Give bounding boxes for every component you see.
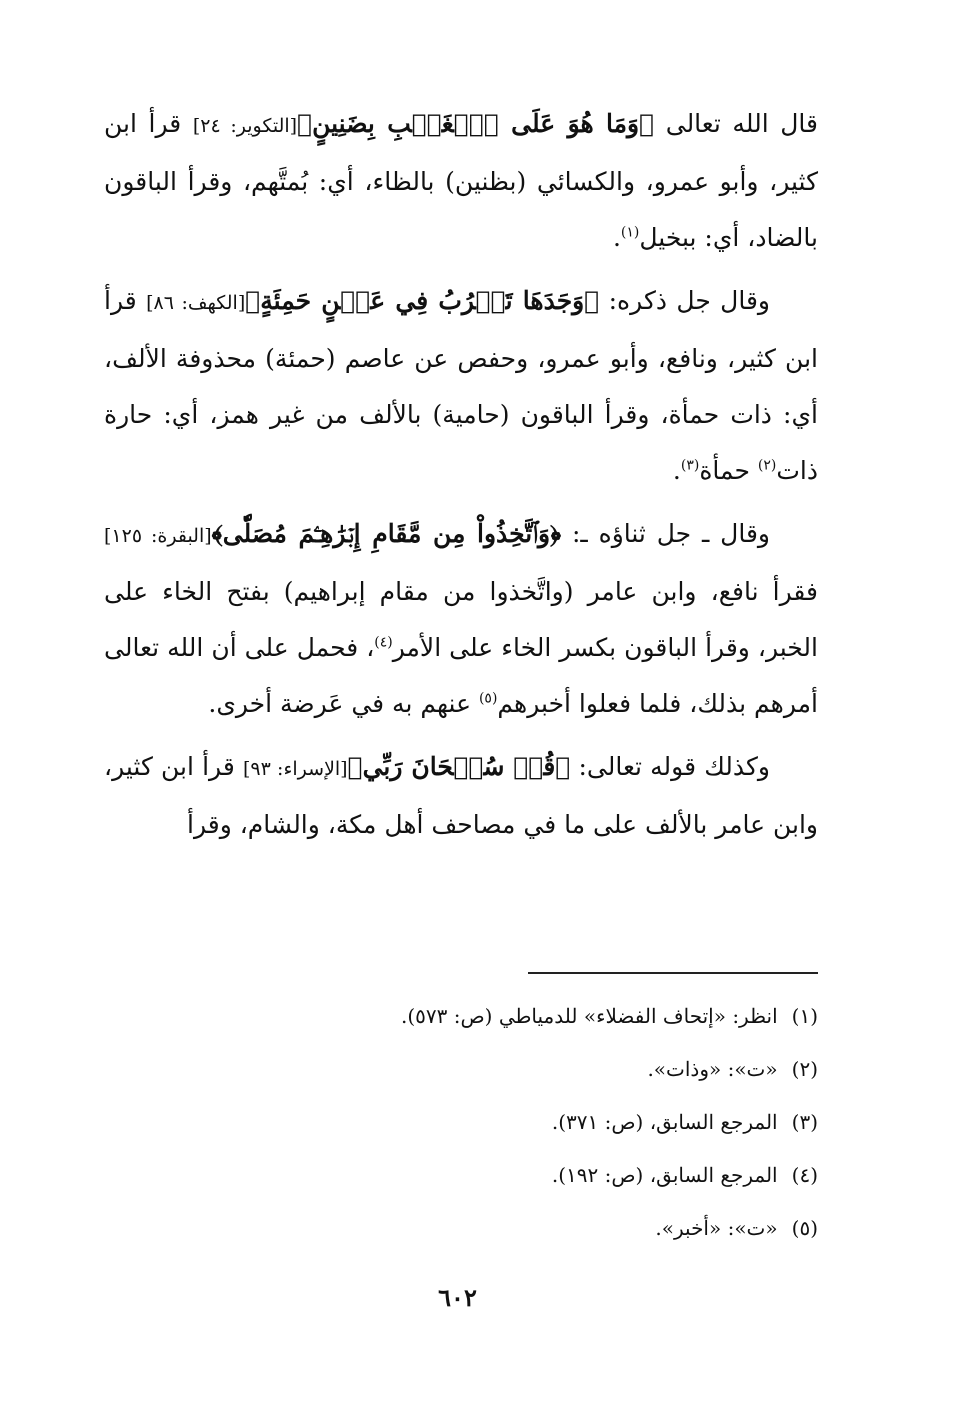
footnote-marker[interactable]: (٢)	[757, 457, 777, 474]
sura-reference: [الإسراء: ٩٣]	[242, 758, 348, 780]
main-text	[104, 96, 818, 860]
quran-quote: ﴿وَجَدَهَا تَغۡرُبُ فِي عَيۡنٍ حَمِئَةٍ﴾	[245, 286, 600, 315]
paragraph-text: .	[672, 456, 681, 485]
footnote-divider	[528, 972, 818, 974]
paragraph-text: وكذلك قوله تعالى:	[570, 752, 770, 781]
footnote-number: (٤)	[791, 1163, 818, 1187]
paragraph-text: ، فحمل على أن الله تعالى أمرهم بذلك، فلما فعلوا أخبرهم	[104, 633, 818, 718]
footnote-item	[104, 990, 818, 1043]
paragraph-text: حمأة	[699, 456, 758, 485]
footnote-text: «ت»: «أخبر».	[655, 1216, 778, 1240]
footnote-item	[104, 1202, 818, 1255]
paragraph-2	[104, 273, 818, 499]
footnote-number: (٢)	[791, 1057, 818, 1081]
sura-reference: [البقرة: ١٢٥]	[104, 525, 212, 547]
paragraph-3	[104, 506, 818, 732]
paragraph-1	[104, 96, 818, 266]
paragraph-text: قرأ ابن كثير، ونافع، وأبو عمرو، وحفص عن عاصم (حمئة) محذوفة الألف، أي: ذات حمأة، وقرأ الباقون (حامية) بالألف من غير همز، أي: حارة ذات	[104, 286, 818, 485]
footnote-marker[interactable]: (٥)	[478, 690, 498, 707]
paragraph-text: وقال ـ جل ثناؤه ـ:	[561, 519, 770, 548]
quran-quote: ﴿وَٱتَّخِذُواْ مِن مَّقَامِ إِبۡرَٰهِـۧمَ مُصَلّٗى﴾	[211, 519, 562, 548]
footnote-item	[104, 1149, 818, 1202]
sura-reference: [الكهف: ٨٦]	[146, 292, 246, 314]
footnotes-section	[104, 990, 818, 1255]
page-number: ٦٠٢	[438, 1283, 477, 1312]
footnote-text: «ت»: «وذات».	[647, 1057, 778, 1081]
paragraph-4	[104, 739, 818, 853]
paragraph-text: فقرأ نافع، وابن عامر (واتَّخذوا من مقام إبراهيم) بفتح الخاء على الخبر، وقرأ الباقون بكسر الخاء على الأمر	[104, 577, 818, 662]
paragraph-text: .	[612, 223, 621, 252]
footnote-marker[interactable]: (٤)	[374, 634, 393, 651]
paragraph-text: قرأ ابن كثير، وابن عامر بالألف على ما في مصاحف أهل مكة، والشام، وقرأ	[104, 752, 818, 839]
paragraph-text: عنهم به في عَرضة أخرى.	[208, 689, 479, 718]
footnote-item	[104, 1096, 818, 1149]
footnote-marker[interactable]: (١)	[620, 224, 640, 241]
footnote-marker[interactable]: (٣)	[680, 457, 700, 474]
footnote-text: انظر: «إتحاف الفضلاء» للدمياطي (ص: ٥٧٣).	[400, 1004, 778, 1028]
footnote-number: (١)	[791, 1004, 818, 1028]
footnote-text: المرجع السابق، (ص: ١٩٢).	[551, 1163, 778, 1187]
quran-quote: ﴿قُلۡ سُبۡحَانَ رَبِّي﴾	[347, 752, 571, 781]
footnote-item	[104, 1043, 818, 1096]
paragraph-text: وقال جل ذكره:	[599, 286, 770, 315]
sura-reference: [التكوير: ٢٤]	[192, 115, 298, 137]
footnote-number: (٣)	[791, 1110, 818, 1134]
paragraph-text: قال الله تعالى	[654, 109, 818, 138]
quran-quote: ﴿وَمَا هُوَ عَلَى ٱلۡغَيۡبِ بِضَنِينٍ﴾	[297, 109, 655, 138]
paragraph-text: قرأ ابن كثير، وأبو عمرو، والكسائي (بظنين) بالظاء، أي: بُمتَّهم، وقرأ الباقون بالضاد، أي: ببخيل	[104, 109, 818, 252]
footnote-text: المرجع السابق، (ص: ٣٧١).	[551, 1110, 778, 1134]
footnote-number: (٥)	[791, 1216, 818, 1240]
